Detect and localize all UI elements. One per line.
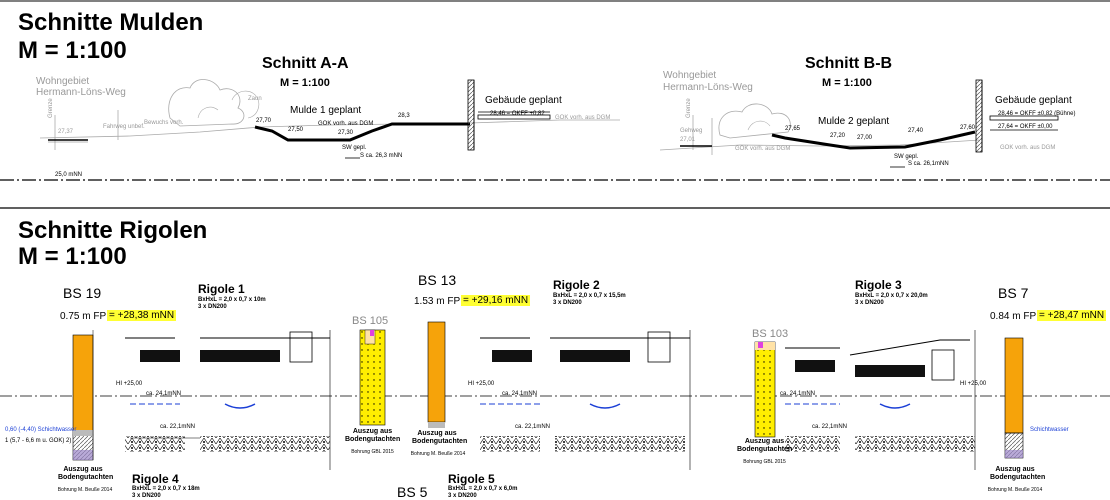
rigole2-sohle: ca. 22,1mNN xyxy=(515,424,551,430)
rigole3-title: Rigole 3 xyxy=(855,278,902,292)
mulden-title: Schnitte Mulden xyxy=(18,9,204,36)
section-a-sw: SW gepl. xyxy=(342,145,367,151)
rigole2-pipes: 3 x DN200 xyxy=(553,300,582,306)
rigole1-gw: ca. 24,1mNN xyxy=(146,391,182,397)
section-a-level-2737: 27,37 xyxy=(58,129,74,135)
bs13-caption: Auszug aus Bodengutachten xyxy=(412,430,468,445)
bs105-label: BS 105 xyxy=(352,315,389,327)
section-b-sw: SW gepl. xyxy=(894,154,919,160)
bs19-mnn: = +28,38 mNN xyxy=(109,310,175,321)
section-b-gok2: GOK vorh. aus DGM xyxy=(1000,145,1056,151)
rigole3-dim: BxHxL = 2,0 x 0,7 x 20,0m xyxy=(855,293,928,299)
rigole3-pipes: 3 x DN200 xyxy=(855,300,884,306)
bs7-label: BS 7 xyxy=(998,285,1029,301)
section-a-bewuchs: Bewuchs vorh. xyxy=(144,120,184,126)
rigole3-sohle: ca. 22,1mNN xyxy=(812,424,848,430)
section-b-gehweg: Gehweg xyxy=(680,128,703,134)
bs5-label: BS 5 xyxy=(397,484,428,500)
rigole5-dim: BxHxL = 2,0 x 0,7 x 6,0m xyxy=(448,486,518,492)
rigole5-pipes: 3 x DN200 xyxy=(448,493,477,499)
rigole1-dim: BxHxL = 2,0 x 0,7 x 10m xyxy=(198,297,266,303)
rigolen-title: Schnitte Rigolen xyxy=(18,217,208,244)
section-a-gok2: GOK vorh. aus DGM xyxy=(555,115,611,121)
section-b-level-2701: 27,01 xyxy=(680,137,696,143)
rigolen-scale: M = 1:100 xyxy=(18,243,127,270)
section-a-fahrweg: Fahrweg unbef. xyxy=(103,124,145,130)
rigole4-title: Rigole 4 xyxy=(132,472,179,486)
bs103-label: BS 103 xyxy=(752,328,789,340)
bs19-caption2: Bohrung M. Beuße 2014 xyxy=(57,487,113,493)
bs7-mnn: = +28,47 mNN xyxy=(1039,310,1105,321)
rigole4-dim: BxHxL = 2,0 x 0,7 x 18m xyxy=(132,486,200,492)
section-a-scale: M = 1:100 xyxy=(280,77,330,89)
bs103-caption: Auszug aus Bodengutachten xyxy=(737,438,793,453)
section-b-level-2760: 27,60 xyxy=(960,125,976,131)
section-a-zaun: Zaun xyxy=(248,96,262,102)
section-b-level-2765: 27,65 xyxy=(785,126,801,132)
section-b-s: S ca. 26,1mNN xyxy=(908,161,949,167)
rigole5-title: Rigole 5 xyxy=(448,472,495,486)
section-b-okff: 28,46 = OKFF ±0,82 (Bühne) xyxy=(998,111,1076,117)
section-a-level-2730: 27,30 xyxy=(338,130,354,136)
section-b-wohngebiet: Wohngebiet xyxy=(663,70,717,81)
rigole1-pipes: 3 x DN200 xyxy=(198,304,227,310)
section-a-okff: 28,46 = OKFF +0,82 xyxy=(490,111,545,117)
bs13-fp: 1.53 m FP xyxy=(414,296,461,307)
rigole1-hw: HI +25,00 xyxy=(116,381,143,387)
rigole1-title: Rigole 1 xyxy=(198,282,245,296)
section-a-building-label: Gebäude geplant xyxy=(485,95,562,106)
section-a-baseline: 25,0 mNN xyxy=(55,172,83,178)
mulden-scale: M = 1:100 xyxy=(18,37,127,64)
section-b-level-2700: 27,00 xyxy=(857,135,873,141)
rigole3-hw: HI +25,00 xyxy=(960,381,987,387)
bs7-caption: Auszug aus Bodengutachten xyxy=(990,466,1046,481)
section-b-mulde-label: Mulde 2 geplant xyxy=(818,116,890,127)
bs13-mnn: = +29,16 mNN xyxy=(463,295,529,306)
section-b-level-2720: 27,20 xyxy=(830,133,846,139)
section-a-gok: GOK vorh. aus DGM xyxy=(318,121,374,127)
section-a-level-283: 28,3 xyxy=(398,113,410,119)
rigole2-dim: BxHxL = 2,0 x 0,7 x 15,5m xyxy=(553,293,626,299)
bs7-fp: 0.84 m FP xyxy=(990,311,1037,322)
section-b-level-2740: 27,40 xyxy=(908,128,924,134)
bs13-caption2: Bohrung M. Beuße 2014 xyxy=(410,451,466,457)
section-a-level-2770: 27,70 xyxy=(256,118,272,124)
bs7-schichtwasser: Schichtwasser xyxy=(1030,427,1069,433)
section-a-title: Schnitt A-A xyxy=(262,55,349,72)
section-b-building-label: Gebäude geplant xyxy=(995,95,1072,106)
bs13-label: BS 13 xyxy=(418,272,457,288)
rigole2-title: Rigole 2 xyxy=(553,278,600,292)
section-b-scale: M = 1:100 xyxy=(822,77,872,89)
bs7-caption2: Bohrung M. Beuße 2014 xyxy=(987,487,1043,493)
bs19-label: BS 19 xyxy=(63,285,102,301)
section-b-strasse: Hermann-Löns-Weg xyxy=(663,82,753,93)
section-a-grenze: Grenze xyxy=(48,98,54,118)
rigole2-gw: ca. 24,1mNN xyxy=(502,391,538,397)
rigole2-hw: HI +25,00 xyxy=(468,381,495,387)
bs19-fp: 0.75 m FP xyxy=(60,311,107,322)
section-a-wohngebiet: Wohngebiet xyxy=(36,76,90,87)
rigole1-sohle: ca. 22,1mNN xyxy=(160,424,196,430)
rigole4-pipes: 3 x DN200 xyxy=(132,493,161,499)
bs103-caption2: Bohrung GBL 2015 xyxy=(743,459,786,465)
section-a-s: S ca. 26,3 mNN xyxy=(360,153,403,159)
section-a-level-2750: 27,50 xyxy=(288,127,304,133)
bs19-caption: Auszug aus Bodengutachten xyxy=(58,466,114,481)
level-left-a: 0,60 (-4,40) Schichtwasser xyxy=(5,427,77,433)
section-b-gok: GOK vorh. aus DGM xyxy=(735,146,791,152)
section-b-title: Schnitt B-B xyxy=(805,55,893,72)
section-b-grenze: Grenze xyxy=(686,98,692,118)
rigole3-gw: ca. 24,1mNN xyxy=(780,391,816,397)
level-left-b: 1 (5,7 - 6,6 m u. GOK) 2) xyxy=(5,438,72,444)
section-b-okff2: 27,64 = OKFF ±0,00 xyxy=(998,124,1053,130)
bs105-caption: Auszug aus Bodengutachten xyxy=(345,428,401,443)
bs105-caption2: Bohrung GBL 2015 xyxy=(351,449,394,455)
section-a-strasse: Hermann-Löns-Weg xyxy=(36,87,126,98)
section-a-mulde-label: Mulde 1 geplant xyxy=(290,105,362,116)
